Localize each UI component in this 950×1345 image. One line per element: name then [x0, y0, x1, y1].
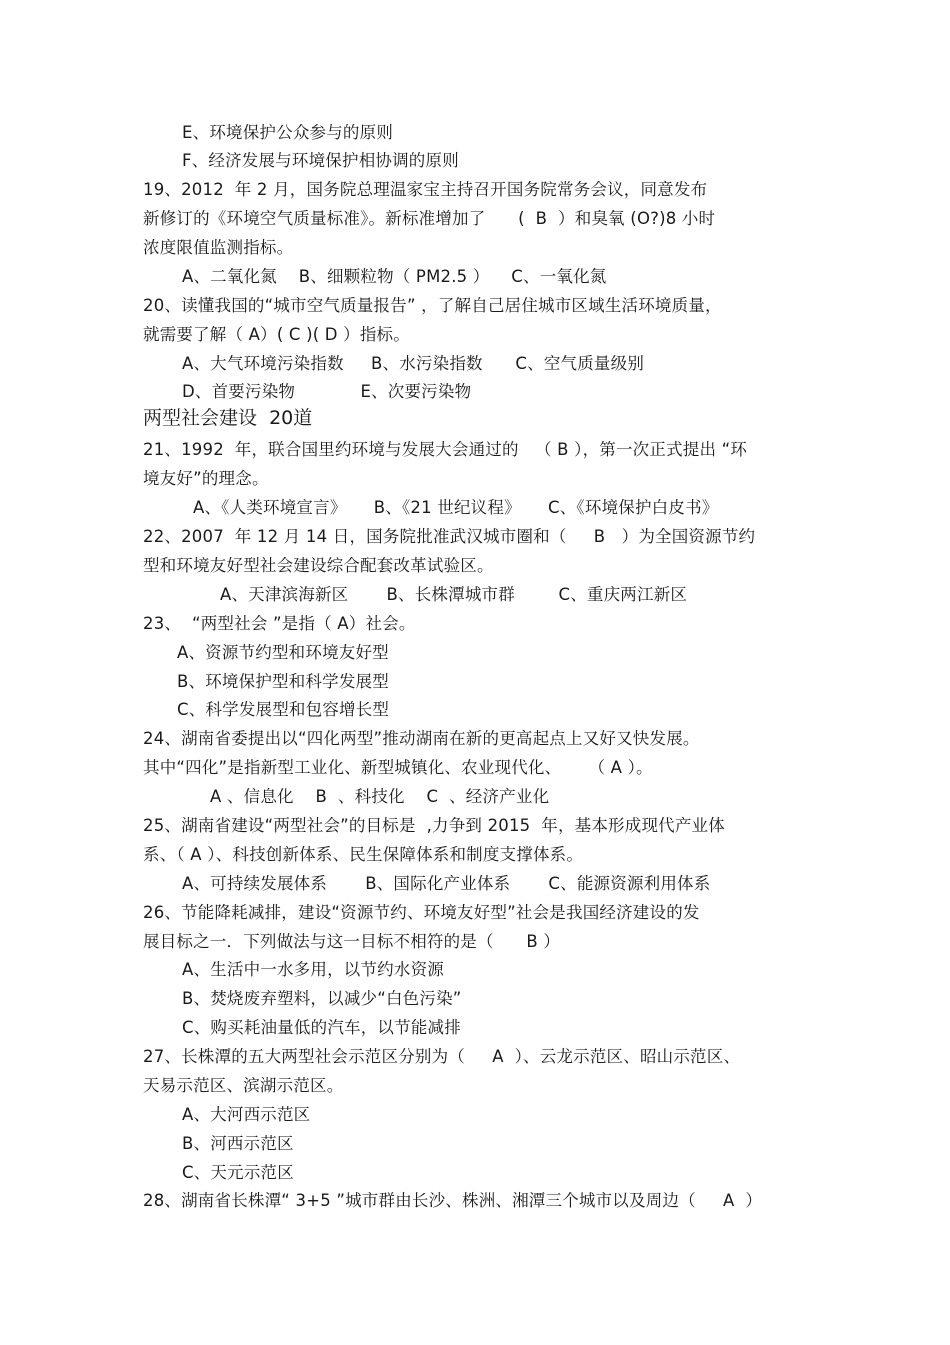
question-line: 19、2012 年 2 月，国务院总理温家宝主持召开国务院常务会议，同意发布 — [143, 180, 708, 199]
option-line: A、天津滨海新区 B、长株潭城市群 C、重庆两江新区 — [220, 585, 688, 604]
option-line: C、科学发展型和包容增长型 — [177, 700, 390, 719]
option-line: E、环境保护公众参与的原则 — [182, 123, 394, 142]
question-line: 就需要了解（ A）( C )( D ）指标。 — [143, 325, 410, 344]
option-line: A、大河西示范区 — [182, 1105, 311, 1124]
question-line: 新修订的《环境空气质量标准》。新标准增加了 ( B ）和臭氧 (O?)8 小时 — [143, 209, 716, 228]
section-heading: 两型社会建设 20道 — [143, 407, 313, 429]
option-line: B、河西示范区 — [182, 1134, 294, 1153]
question-line: 系、（ A ）、科技创新体系、民生保障体系和制度支撑体系。 — [143, 845, 584, 864]
option-line: C、天元示范区 — [182, 1163, 294, 1182]
question-line: 浓度限值监测指标。 — [143, 238, 294, 257]
question-line: 23、 “两型社会 ”是指（ A）社会。 — [143, 614, 416, 633]
option-line: A、大气环境污染指数 B、水污染指数 C、空气质量级别 — [182, 354, 645, 373]
option-line: D、首要污染物 E、次要污染物 — [182, 382, 472, 401]
question-line: 25、湖南省建设“两型社会”的目标是 ,力争到 2015 年，基本形成现代产业体 — [143, 816, 725, 835]
question-line: 21、1992 年，联合国里约环境与发展大会通过的 （ B ），第一次正式提出 “环 — [143, 440, 748, 459]
question-line: 展目标之一．下列做法与这一目标不相符的是（ B ） — [143, 932, 561, 951]
question-line: 22、2007 年 12 月 14 日，国务院批准武汉城市圈和（ B ）为全国资源节约 — [143, 527, 756, 546]
option-line: C、购买耗油量低的汽车，以节能减排 — [182, 1018, 461, 1037]
option-line: B、环境保护型和科学发展型 — [177, 672, 389, 691]
option-line: A 、信息化 B 、科技化 C 、经济产业化 — [210, 787, 550, 806]
question-line: 26、节能降耗减排，建设“资源节约、环境友好型”社会是我国经济建设的发 — [143, 903, 700, 922]
question-line: 28、湖南省长株潭“ 3+5 ”城市群由长沙、株洲、湘潭三个城市以及周边（ A ） — [143, 1191, 763, 1210]
option-line: A、生活中一水多用，以节约水资源 — [182, 960, 444, 979]
question-line: 境友好”的理念。 — [143, 469, 269, 488]
question-line: 其中“四化”是指新型工业化、新型城镇化、农业现代化、 （ A ）。 — [143, 758, 653, 777]
question-line: 27、长株潭的五大两型社会示范区分别为（ A ）、云龙示范区、昭山示范区、 — [143, 1047, 741, 1066]
question-line: 型和环境友好型社会建设综合配套改革试验区。 — [143, 556, 494, 575]
option-line: A、《人类环境宣言》 B、《21 世纪议程》 C、《环境保护白皮书》 — [193, 498, 719, 517]
option-line: A、资源节约型和环境友好型 — [177, 643, 389, 662]
option-line: A、二氧化氮 B、细颗粒物（ PM2.5 ） C、一氧化氮 — [182, 267, 607, 286]
question-line: 24、湖南省委提出以“四化两型”推动湖南在新的更高起点上又好又快发展。 — [143, 729, 700, 748]
option-line: B、焚烧废弃塑料，以减少“白色污染” — [182, 989, 462, 1008]
question-line: 天易示范区、滨湖示范区。 — [143, 1076, 344, 1095]
option-line: A、可持续发展体系 B、国际化产业体系 C、能源资源利用体系 — [182, 874, 711, 893]
question-line: 20、读懂我国的“城市空气质量报告” ，了解自己居住城市区域生活环境质量， — [143, 296, 722, 315]
option-line: F、经济发展与环境保护相协调的原则 — [182, 151, 459, 170]
